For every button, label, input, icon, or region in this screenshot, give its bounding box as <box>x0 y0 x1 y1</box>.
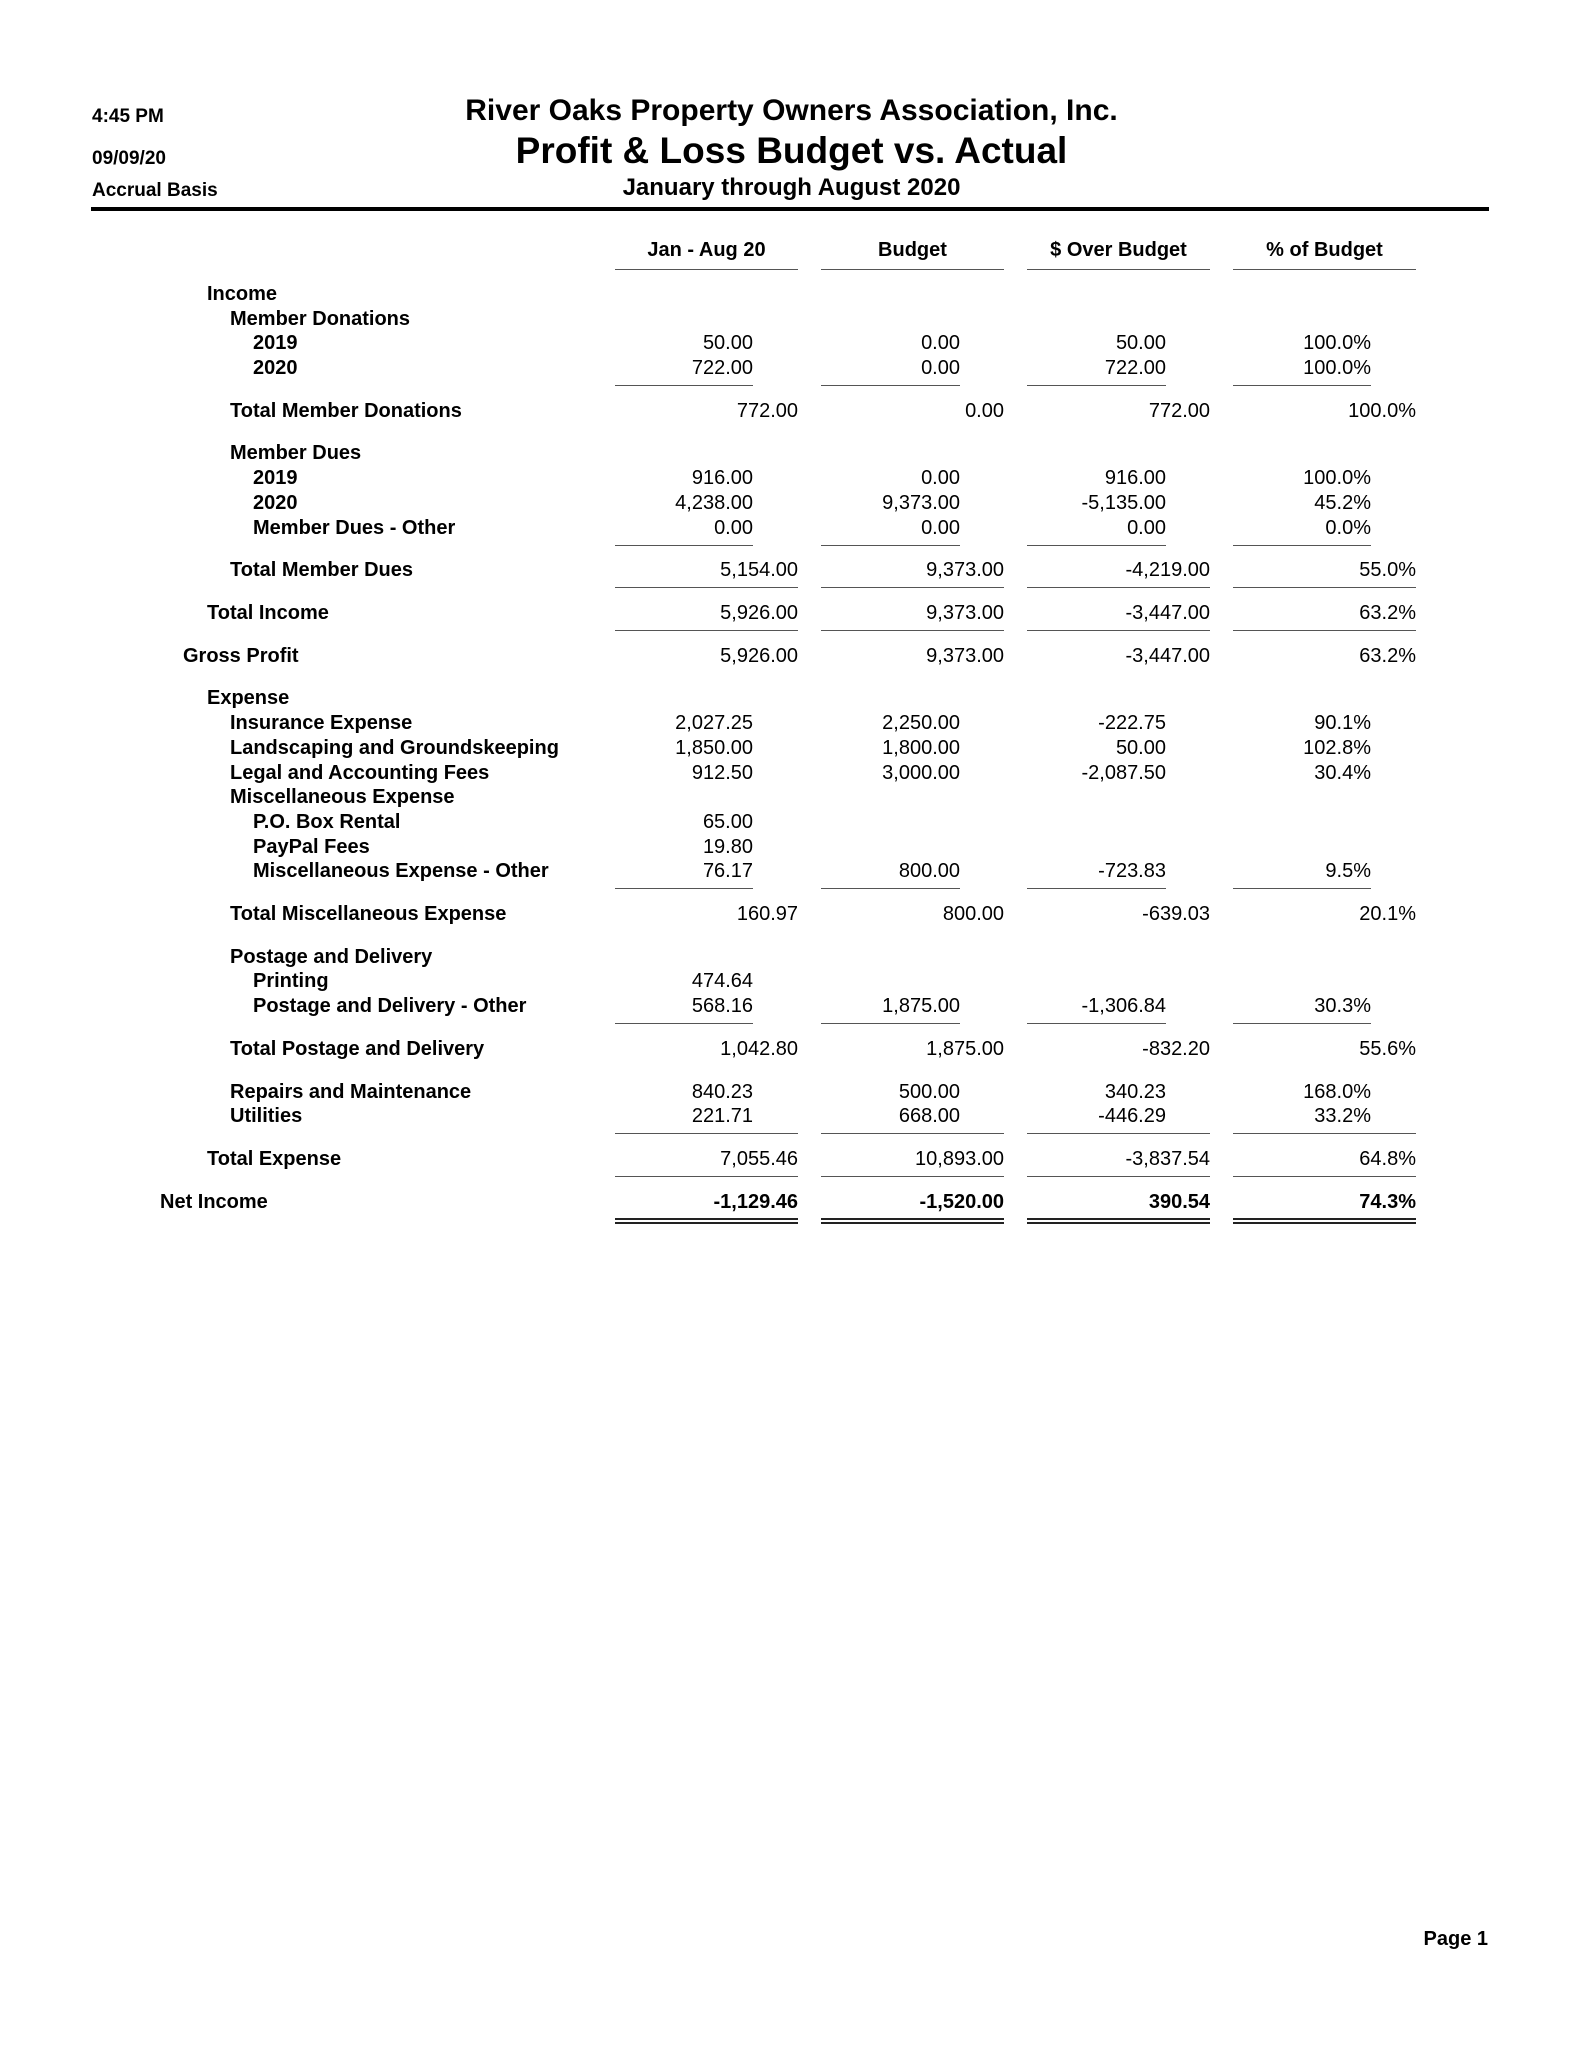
sum-rule <box>1233 1133 1416 1134</box>
row-value-over-budget: 50.00 <box>1115 332 1166 354</box>
row-value-actual: 474.64 <box>691 970 753 992</box>
row-value-actual: 912.50 <box>691 762 753 784</box>
report-row <box>0 687 1583 711</box>
sum-rule <box>821 545 960 546</box>
report-row <box>0 811 1583 835</box>
row-label: Member Dues <box>230 442 362 464</box>
sum-rule <box>1233 1218 1416 1224</box>
report-row <box>0 836 1583 860</box>
report-row <box>0 602 1583 626</box>
report-title: Profit & Loss Budget vs. Actual <box>515 130 1068 171</box>
row-value-actual: 840.23 <box>691 1081 753 1103</box>
sum-rule <box>1027 385 1166 386</box>
report-row <box>0 400 1583 424</box>
report-row <box>0 645 1583 669</box>
row-label: Member Donations <box>230 308 411 330</box>
report-row <box>0 332 1583 356</box>
row-value-actual: 160.97 <box>736 903 798 925</box>
row-value-actual: 5,926.00 <box>720 645 798 667</box>
sum-rule <box>1027 1176 1210 1177</box>
row-value-pct-budget: 45.2% <box>1314 492 1371 514</box>
sum-rule <box>821 587 1004 588</box>
row-value-over-budget: -222.75 <box>1098 712 1166 734</box>
report-row <box>0 357 1583 381</box>
row-value-budget: 800.00 <box>898 860 960 882</box>
report-time: 4:45 PM <box>92 106 164 127</box>
row-label: Total Miscellaneous Expense <box>230 903 507 925</box>
sum-rule <box>821 630 1004 631</box>
row-value-pct-budget: 100.0% <box>1303 467 1371 489</box>
row-value-over-budget: 772.00 <box>1148 400 1210 422</box>
sum-rule <box>615 1023 753 1024</box>
row-label: Net Income <box>160 1191 268 1213</box>
row-label: Gross Profit <box>183 645 299 667</box>
sum-rule <box>1027 545 1166 546</box>
report-row <box>0 762 1583 786</box>
row-label: Income <box>207 283 278 305</box>
row-value-budget: 9,373.00 <box>882 492 960 514</box>
sum-rule <box>615 385 753 386</box>
row-value-over-budget: -723.83 <box>1098 860 1166 882</box>
sum-rule <box>1233 1023 1371 1024</box>
column-header-over-budget: $ Over Budget <box>1050 239 1187 261</box>
row-value-over-budget: 390.54 <box>1148 1191 1210 1213</box>
row-value-pct-budget: 30.3% <box>1314 995 1371 1017</box>
row-value-budget: 800.00 <box>942 903 1004 925</box>
row-value-actual: 1,042.80 <box>720 1038 798 1060</box>
row-label: Repairs and Maintenance <box>230 1081 472 1103</box>
page-number: Page 1 <box>1423 1928 1488 1950</box>
row-value-actual: -1,129.46 <box>713 1191 798 1213</box>
row-label: Postage and Delivery <box>230 946 433 968</box>
row-label: Total Income <box>207 602 329 624</box>
row-value-over-budget: -639.03 <box>1142 903 1210 925</box>
sum-rule <box>1027 1218 1210 1224</box>
row-value-actual: 0.00 <box>714 517 753 539</box>
sum-rule <box>821 888 960 889</box>
report-period: January through August 2020 <box>622 174 961 201</box>
row-value-budget: 2,250.00 <box>882 712 960 734</box>
sum-rule <box>1027 1023 1166 1024</box>
row-label: Landscaping and Groundskeeping <box>230 737 559 759</box>
report-row <box>0 737 1583 761</box>
row-value-actual: 7,055.46 <box>720 1148 798 1170</box>
row-value-budget: 0.00 <box>921 357 960 379</box>
row-label: Postage and Delivery - Other <box>253 995 527 1017</box>
column-header-budget: Budget <box>878 239 947 261</box>
report-row <box>0 283 1583 307</box>
column-header-rule <box>821 269 1004 270</box>
sum-rule <box>615 1218 798 1224</box>
row-label: Expense <box>207 687 290 709</box>
sum-rule <box>615 545 753 546</box>
row-value-budget: 0.00 <box>921 332 960 354</box>
row-value-actual: 5,154.00 <box>720 559 798 581</box>
column-header-rule <box>1027 269 1210 270</box>
row-label: Member Dues - Other <box>253 517 456 539</box>
row-value-over-budget: -3,447.00 <box>1125 602 1210 624</box>
row-label: Total Member Donations <box>230 400 462 422</box>
sum-rule <box>821 1176 1004 1177</box>
row-value-budget: 0.00 <box>921 467 960 489</box>
sum-rule <box>1027 630 1210 631</box>
row-value-over-budget: 916.00 <box>1104 467 1166 489</box>
report-row <box>0 492 1583 516</box>
sum-rule <box>615 1176 798 1177</box>
row-value-actual: 568.16 <box>691 995 753 1017</box>
row-value-pct-budget: 0.0% <box>1325 517 1371 539</box>
report-row <box>0 860 1583 884</box>
row-value-budget: 1,875.00 <box>926 1038 1004 1060</box>
row-value-pct-budget: 55.0% <box>1359 559 1416 581</box>
header-rule <box>91 207 1489 211</box>
row-value-budget: 10,893.00 <box>915 1148 1004 1170</box>
row-value-pct-budget: 100.0% <box>1303 357 1371 379</box>
sum-rule <box>1233 1176 1416 1177</box>
row-label: Insurance Expense <box>230 712 413 734</box>
report-row <box>0 995 1583 1019</box>
row-label: Total Member Dues <box>230 559 413 581</box>
row-value-actual: 722.00 <box>691 357 753 379</box>
report-row <box>0 308 1583 332</box>
row-value-pct-budget: 100.0% <box>1303 332 1371 354</box>
sum-rule <box>821 1218 1004 1224</box>
report-row <box>0 559 1583 583</box>
row-label: 2019 <box>253 467 298 489</box>
row-value-pct-budget: 33.2% <box>1314 1105 1371 1127</box>
report-row <box>0 786 1583 810</box>
column-header-rule <box>1233 269 1416 270</box>
row-label: Legal and Accounting Fees <box>230 762 490 784</box>
row-value-actual: 19.80 <box>702 836 753 858</box>
sum-rule <box>615 888 753 889</box>
row-value-over-budget: -832.20 <box>1142 1038 1210 1060</box>
sum-rule <box>821 1133 1004 1134</box>
row-value-budget: 0.00 <box>921 517 960 539</box>
row-value-over-budget: -1,306.84 <box>1081 995 1166 1017</box>
row-value-budget: 1,875.00 <box>882 995 960 1017</box>
row-value-over-budget: -5,135.00 <box>1081 492 1166 514</box>
report-row <box>0 712 1583 736</box>
report-row <box>0 1105 1583 1129</box>
row-value-pct-budget: 168.0% <box>1303 1081 1371 1103</box>
row-value-over-budget: -4,219.00 <box>1125 559 1210 581</box>
row-value-pct-budget: 55.6% <box>1359 1038 1416 1060</box>
sum-rule <box>615 587 798 588</box>
sum-rule <box>1233 545 1371 546</box>
sum-rule <box>1027 888 1166 889</box>
row-value-budget: 3,000.00 <box>882 762 960 784</box>
row-value-actual: 50.00 <box>702 332 753 354</box>
row-label: 2020 <box>253 492 298 514</box>
row-value-over-budget: -3,447.00 <box>1125 645 1210 667</box>
row-label: Total Expense <box>207 1148 342 1170</box>
row-value-over-budget: -2,087.50 <box>1081 762 1166 784</box>
row-label: PayPal Fees <box>253 836 370 858</box>
report-row <box>0 970 1583 994</box>
row-value-over-budget: 340.23 <box>1104 1081 1166 1103</box>
row-value-budget: 1,800.00 <box>882 737 960 759</box>
row-value-pct-budget: 20.1% <box>1359 903 1416 925</box>
row-value-budget: 668.00 <box>898 1105 960 1127</box>
company-name: River Oaks Property Owners Association, Inc. <box>465 94 1118 127</box>
row-value-pct-budget: 63.2% <box>1359 645 1416 667</box>
row-label: 2019 <box>253 332 298 354</box>
row-value-actual: 5,926.00 <box>720 602 798 624</box>
row-value-over-budget: 722.00 <box>1104 357 1166 379</box>
row-value-actual: 916.00 <box>691 467 753 489</box>
row-value-pct-budget: 102.8% <box>1303 737 1371 759</box>
sum-rule <box>615 630 798 631</box>
row-value-actual: 221.71 <box>691 1105 753 1127</box>
row-label: Total Postage and Delivery <box>230 1038 485 1060</box>
row-value-pct-budget: 90.1% <box>1314 712 1371 734</box>
row-value-pct-budget: 9.5% <box>1325 860 1371 882</box>
report-row <box>0 1081 1583 1105</box>
sum-rule <box>1233 385 1371 386</box>
report-row <box>0 1038 1583 1062</box>
sum-rule <box>1027 587 1210 588</box>
row-value-over-budget: 50.00 <box>1115 737 1166 759</box>
row-value-budget: 500.00 <box>898 1081 960 1103</box>
sum-rule <box>1233 630 1416 631</box>
row-label: Miscellaneous Expense <box>230 786 455 808</box>
sum-rule <box>1027 1133 1210 1134</box>
row-label: 2020 <box>253 357 298 379</box>
row-value-pct-budget: 100.0% <box>1348 400 1416 422</box>
sum-rule <box>821 1023 960 1024</box>
report-row <box>0 1191 1583 1215</box>
sum-rule <box>1233 888 1371 889</box>
row-value-actual: 65.00 <box>702 811 753 833</box>
row-value-over-budget: -3,837.54 <box>1125 1148 1210 1170</box>
column-header-actual: Jan - Aug 20 <box>647 239 766 261</box>
row-value-budget: 9,373.00 <box>926 602 1004 624</box>
row-value-budget: 0.00 <box>965 400 1004 422</box>
row-value-actual: 1,850.00 <box>675 737 753 759</box>
row-value-pct-budget: 30.4% <box>1314 762 1371 784</box>
row-value-actual: 4,238.00 <box>675 492 753 514</box>
row-label: Miscellaneous Expense - Other <box>253 860 549 882</box>
report-date: 09/09/20 <box>92 148 166 169</box>
row-label: Printing <box>253 970 329 992</box>
row-value-over-budget: 0.00 <box>1127 517 1166 539</box>
report-row <box>0 517 1583 541</box>
sum-rule <box>615 1133 798 1134</box>
column-header-pct-budget: % of Budget <box>1266 239 1383 261</box>
row-value-pct-budget: 63.2% <box>1359 602 1416 624</box>
report-row <box>0 946 1583 970</box>
row-value-pct-budget: 74.3% <box>1359 1191 1416 1213</box>
sum-rule <box>821 385 960 386</box>
report-row <box>0 442 1583 466</box>
row-value-budget: -1,520.00 <box>919 1191 1004 1213</box>
row-value-budget: 9,373.00 <box>926 645 1004 667</box>
row-value-actual: 2,027.25 <box>675 712 753 734</box>
report-row <box>0 1148 1583 1172</box>
row-label: P.O. Box Rental <box>253 811 401 833</box>
accounting-basis: Accrual Basis <box>92 180 218 201</box>
row-value-budget: 9,373.00 <box>926 559 1004 581</box>
row-value-pct-budget: 64.8% <box>1359 1148 1416 1170</box>
report-row <box>0 903 1583 927</box>
row-value-actual: 76.17 <box>702 860 753 882</box>
row-value-actual: 772.00 <box>736 400 798 422</box>
column-header-rule <box>615 269 798 270</box>
report-row <box>0 467 1583 491</box>
row-label: Utilities <box>230 1105 303 1127</box>
sum-rule <box>1233 587 1416 588</box>
row-value-over-budget: -446.29 <box>1098 1105 1166 1127</box>
